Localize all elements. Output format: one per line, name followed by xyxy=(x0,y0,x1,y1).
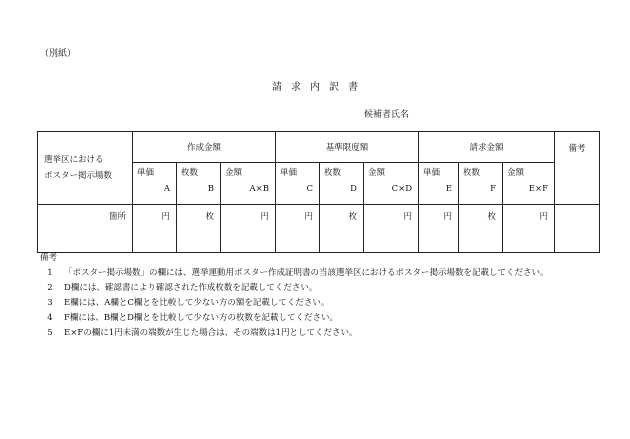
subcol-header-2 xyxy=(177,163,221,205)
unit-cell-8: 枚 xyxy=(459,205,503,253)
notes-section xyxy=(40,251,549,341)
subcol-header-8 xyxy=(459,163,503,205)
unit-cell-6: 円 xyxy=(364,205,419,253)
row-header-line-2: ポスター掲示場数 xyxy=(44,171,113,181)
subcol-letter: C xyxy=(306,184,313,194)
subcol-label: 単価 xyxy=(137,168,155,178)
subcol-letter: A xyxy=(163,184,170,194)
subcol-header-5 xyxy=(320,163,364,205)
note-text: E欄には、A欄とC欄とを比較して少ない方の額を記載してください。 xyxy=(64,298,330,308)
note-number: 2 xyxy=(47,283,53,293)
group-production-amount: 作成金額 xyxy=(133,132,276,163)
note-number: 3 xyxy=(47,298,53,308)
subcol-header-9 xyxy=(503,163,555,205)
unit-cell-2: 枚 xyxy=(177,205,221,253)
note-item xyxy=(40,296,549,311)
row-header-line-1: 選挙区における xyxy=(44,155,104,165)
document-title: 請求内訳書 xyxy=(272,82,367,93)
subcol-header-3 xyxy=(221,163,276,205)
subcol-letter: E×F xyxy=(528,184,549,194)
remarks-value-cell xyxy=(555,205,600,253)
subcol-letter: B xyxy=(207,184,214,194)
candidate-name-label: 候補者氏名 xyxy=(364,110,410,120)
note-text: D欄には、確認書により確認された作成枚数を記載してください。 xyxy=(64,283,318,293)
note-item xyxy=(40,281,549,296)
subcol-label: 単価 xyxy=(423,168,441,178)
group-remarks: 備考 xyxy=(555,132,600,205)
unit-cell-1: 円 xyxy=(133,205,177,253)
subcol-label: 単価 xyxy=(280,168,298,178)
subcol-letter: F xyxy=(490,184,497,194)
note-text: 「ポスター掲示場数」の欄には、選挙運動用ポスター作成証明書の当該選挙区におけるポスター掲示場数を記載してください。 xyxy=(64,268,549,278)
subcol-label: 枚数 xyxy=(324,168,342,178)
unit-cell-5: 枚 xyxy=(320,205,364,253)
note-text: E×Fの欄に1円未満の端数が生じた場合は、その端数は1円としてください。 xyxy=(64,328,358,338)
note-number: 4 xyxy=(47,313,53,323)
subcol-label: 金額 xyxy=(225,168,243,178)
subcol-letter: E xyxy=(445,184,453,194)
annex-label: （別紙） xyxy=(40,49,77,59)
unit-row-label: 箇所 xyxy=(38,205,133,253)
group-claim-amount: 請求金額 xyxy=(419,132,555,163)
unit-cell-7: 円 xyxy=(419,205,459,253)
note-number: 1 xyxy=(47,268,53,278)
subcol-header-7 xyxy=(419,163,459,205)
subcol-header-4 xyxy=(276,163,320,205)
subcol-letter: A×B xyxy=(249,184,269,194)
subcol-letter: D xyxy=(350,184,357,194)
subcol-letter: C×D xyxy=(391,184,413,194)
unit-cell-9: 円 xyxy=(503,205,555,253)
unit-cell-3: 円 xyxy=(221,205,276,253)
group-standard-limit: 基準限度額 xyxy=(276,132,419,163)
subcol-label: 金額 xyxy=(507,168,525,178)
note-item xyxy=(40,326,549,341)
note-item xyxy=(40,266,549,281)
unit-cell-4: 円 xyxy=(276,205,320,253)
subcol-header-1 xyxy=(133,163,177,205)
note-number: 5 xyxy=(47,328,53,338)
note-text: F欄には、B欄とD欄とを比較して少ない方の枚数を記載してください。 xyxy=(64,313,338,323)
subcol-label: 金額 xyxy=(368,168,386,178)
subcol-header-6 xyxy=(364,163,419,205)
row-header-cell xyxy=(38,132,133,205)
breakdown-table xyxy=(37,131,600,253)
subcol-label: 枚数 xyxy=(181,168,199,178)
note-item xyxy=(40,311,549,326)
notes-heading: 備考 xyxy=(40,253,58,263)
subcol-label: 枚数 xyxy=(463,168,481,178)
